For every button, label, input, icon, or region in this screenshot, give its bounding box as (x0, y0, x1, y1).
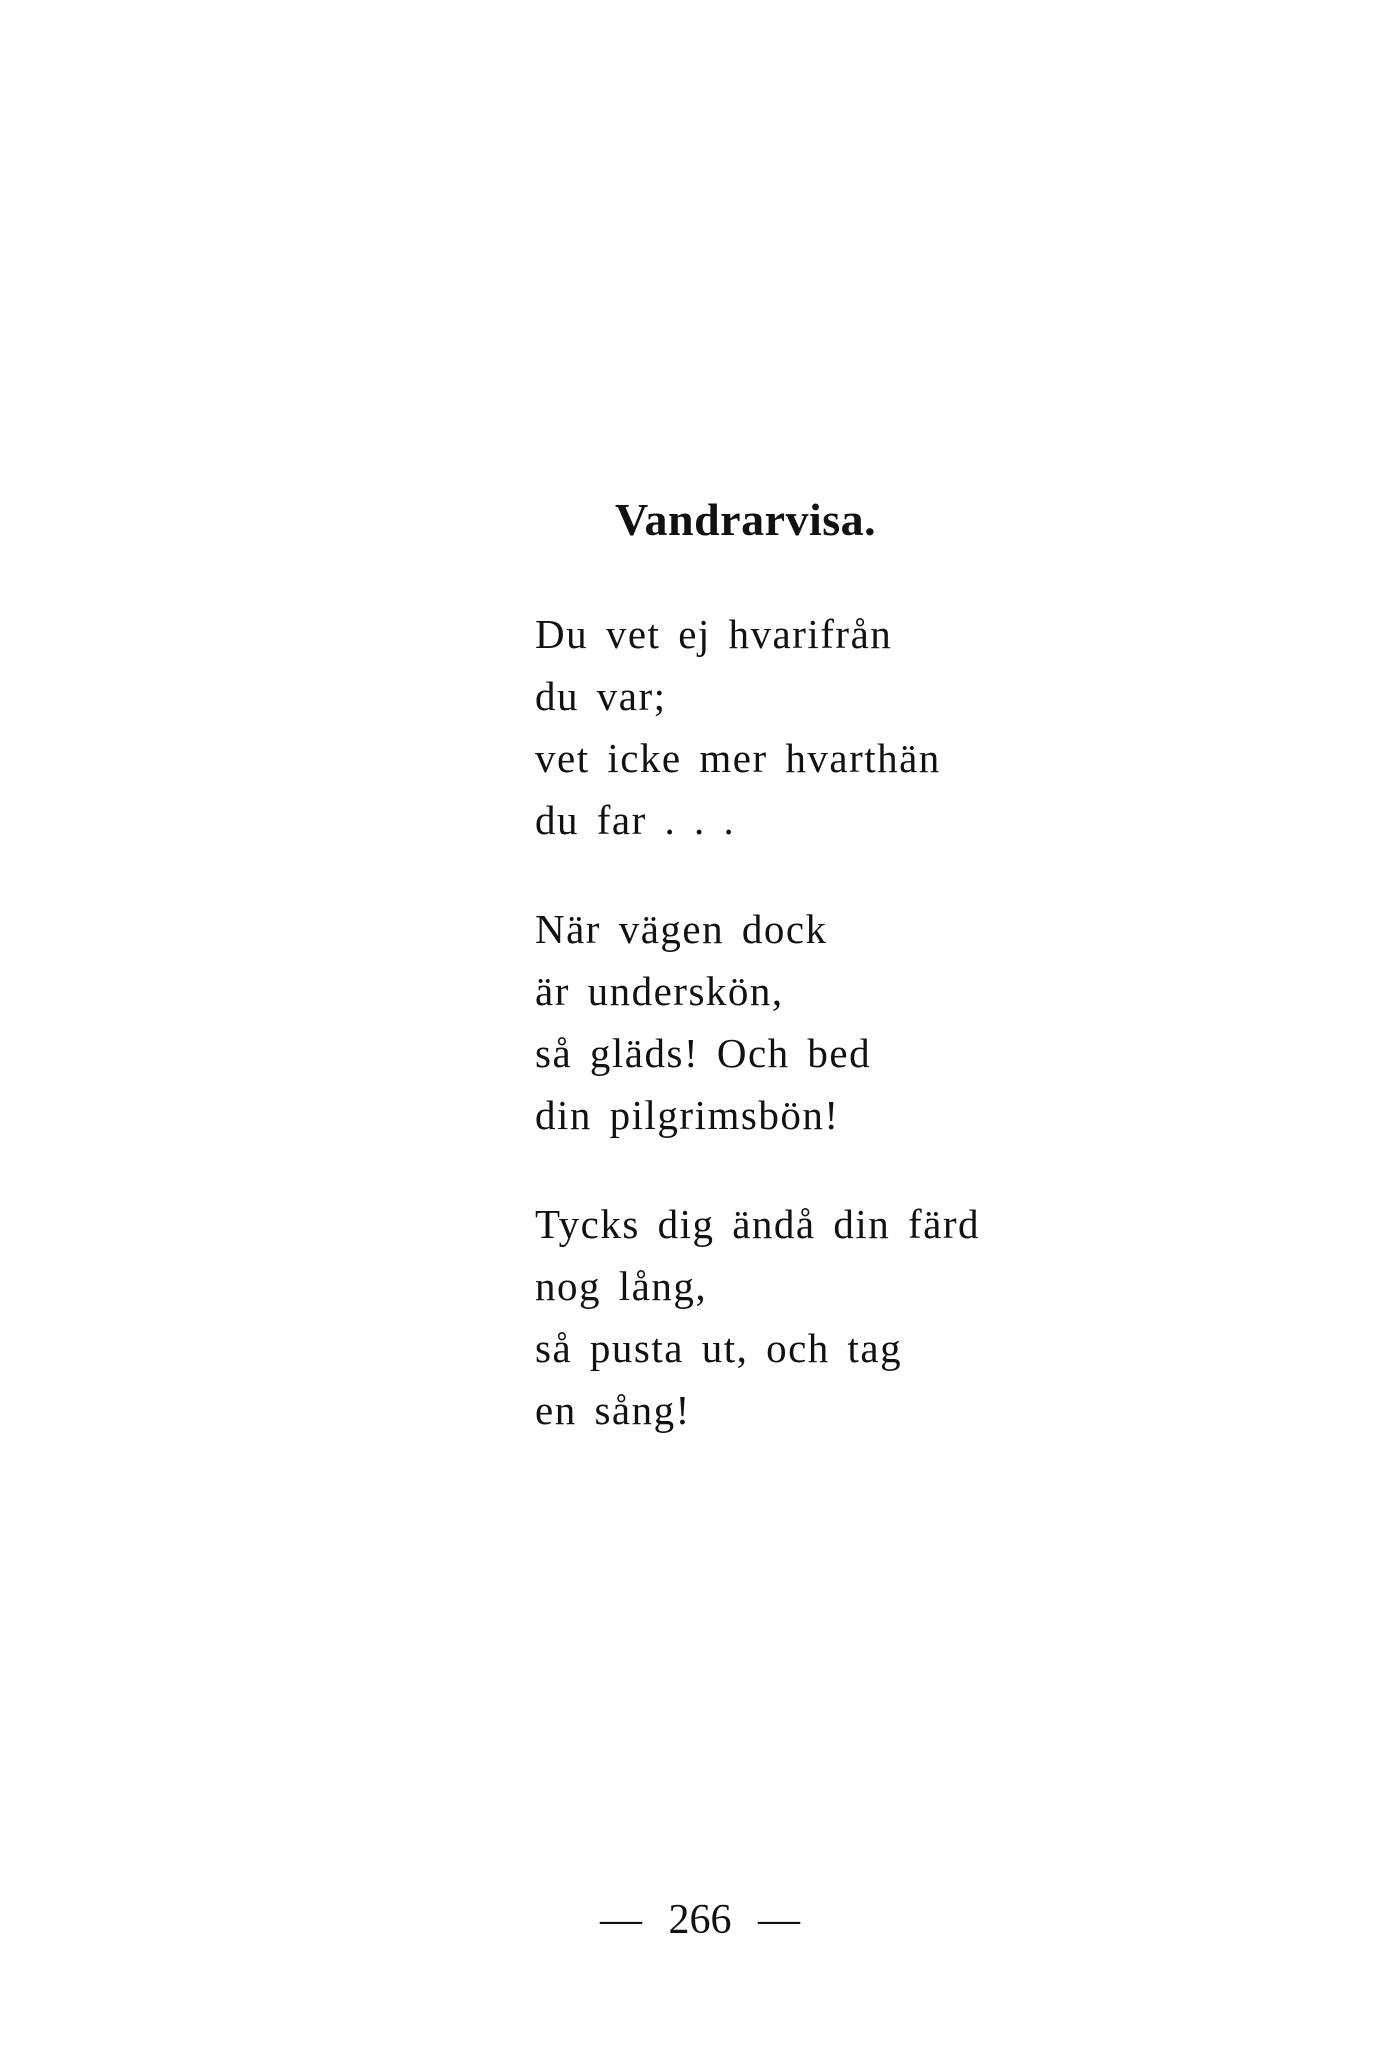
stanza-1 (535, 603, 941, 851)
poem-line: du var; (535, 673, 667, 719)
poem-line: du far . . . (535, 797, 736, 843)
poem-line: vet icke mer hvarthän (535, 735, 941, 781)
page-number (0, 1890, 1400, 1950)
poem-line: Du vet ej hvarifrån (535, 611, 893, 657)
poem-title: Vandrarvisa. (615, 494, 877, 545)
poem-line: så pusta ut, och tag (535, 1325, 903, 1371)
poem-line: din pilgrimsbön! (535, 1092, 840, 1138)
poem-line: Tycks dig ändå din färd (535, 1201, 981, 1247)
page-number-dash-right: — (758, 1897, 800, 1943)
stanza-3 (535, 1193, 980, 1441)
page-number-value: 266 (668, 1897, 732, 1943)
poem-line: en sång! (535, 1387, 691, 1433)
poem-line: När vägen dock (535, 906, 828, 952)
poem-line: nog lång, (535, 1263, 708, 1309)
page-number-dash-left: — (600, 1897, 642, 1943)
stanza-2 (535, 898, 871, 1146)
poem-line: är underskön, (535, 968, 784, 1014)
poem-line: så gläds! Och bed (535, 1030, 872, 1076)
